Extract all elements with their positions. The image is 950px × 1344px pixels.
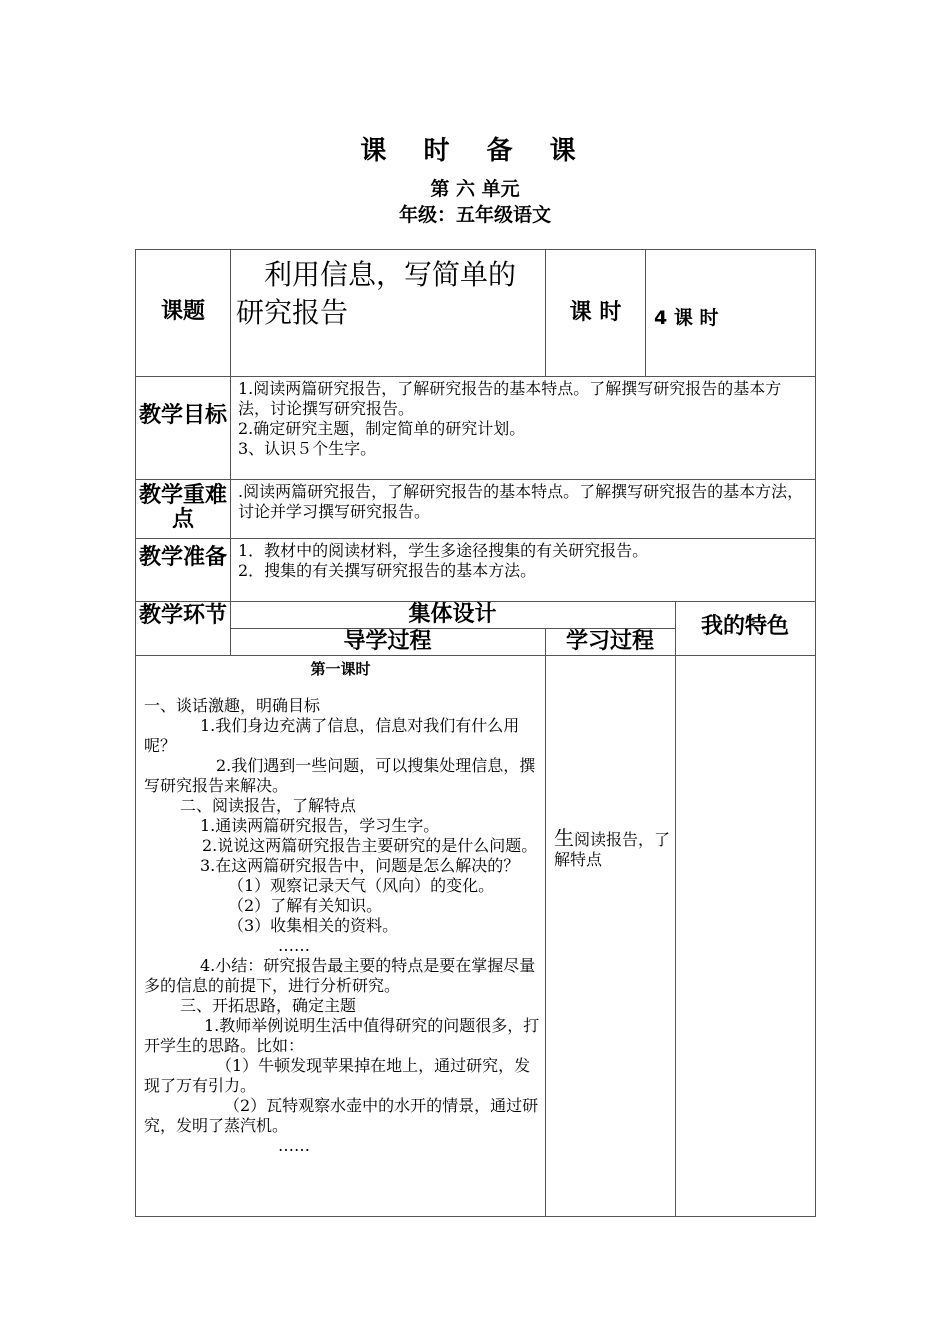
col-divider bbox=[545, 628, 546, 1216]
lesson-line: 二、阅读报告，了解特点 bbox=[180, 796, 357, 815]
grade-label: 年级：五年级语文 bbox=[398, 204, 551, 226]
lesson-line: 2.我们遇到一些问题，可以搜集处理信息，撰写研究报告来解决。 bbox=[144, 756, 536, 795]
lesson-content bbox=[144, 696, 540, 1156]
col-divider bbox=[230, 249, 231, 655]
hours-value: 4 课 时 bbox=[654, 307, 719, 329]
step-label: 教学环节 bbox=[138, 603, 227, 628]
lesson-line: （1）观察记录天气（风向）的变化。 bbox=[228, 876, 495, 895]
lesson-line: 1.我们身边充满了信息，信息对我们有什么用呢？ bbox=[144, 716, 520, 755]
unit-label: 第 六 单元 bbox=[430, 178, 520, 200]
col-divider bbox=[675, 601, 676, 1216]
prep-item: 1．教材中的阅读材料，学生多途径搜集的有关研究报告。 bbox=[238, 541, 649, 560]
difficulty-text: .阅读两篇研究报告，了解研究报告的基本特点。了解撰写研究报告的基本方法，讨论并学习撰写研究报告。 bbox=[238, 482, 804, 521]
lesson-line: （3）收集相关的资料。 bbox=[228, 916, 399, 935]
group-design-header: 集体设计 bbox=[408, 602, 497, 627]
goals-label: 教学目标 bbox=[138, 403, 227, 428]
lesson-line: （2）了解有关知识。 bbox=[228, 896, 383, 915]
lesson-line: …… bbox=[278, 936, 310, 955]
learn-note-text: 阅读报告，了解特点 bbox=[554, 830, 671, 869]
lesson-line: 2.说说这两篇研究报告主要研究的是什么问题。 bbox=[202, 836, 538, 855]
lesson-line: 一、谈话激趣，明确目标 bbox=[144, 696, 321, 715]
hours-label: 课 时 bbox=[569, 300, 622, 325]
row-divider bbox=[135, 538, 816, 539]
table-border-top bbox=[135, 249, 816, 250]
learn-note bbox=[554, 828, 672, 870]
my-features-header: 我的特色 bbox=[700, 614, 789, 639]
lesson-line: （1）牛顿发现苹果掉在地上，通过研究，发现了万有引力。 bbox=[144, 1056, 531, 1095]
lesson-heading: 第一课时 bbox=[310, 660, 371, 678]
col-divider bbox=[645, 249, 646, 376]
learn-note-prefix: 生 bbox=[554, 826, 574, 850]
goal-item: 1.阅读两篇研究报告，了解研究报告的基本特点。了解撰写研究报告的基本方法，讨论撰写研究报告。 bbox=[238, 379, 782, 418]
lesson-line: 3.在这两篇研究报告中，问题是怎么解决的？ bbox=[200, 856, 520, 875]
lesson-line: （2）瓦特观察水壶中的水开的情景，通过研究，发明了蒸汽机。 bbox=[144, 1096, 539, 1135]
table-border-bottom bbox=[135, 1216, 816, 1217]
learn-process-header: 学习过程 bbox=[565, 629, 654, 654]
topic-value: 利用信息，写简单的研究报告 bbox=[236, 258, 517, 329]
lesson-line: 4.小结：研究报告最主要的特点是要在掌握尽量多的信息的前提下，进行分析研究。 bbox=[144, 956, 536, 995]
row-divider bbox=[135, 655, 816, 656]
page-title: 课 时 备 课 bbox=[360, 136, 590, 166]
prep-item: 2．搜集的有关撰写研究报告的基本方法。 bbox=[238, 561, 537, 580]
guide-process-header: 导学过程 bbox=[343, 629, 432, 654]
lesson-line: 1.通读两篇研究报告，学习生字。 bbox=[200, 816, 440, 835]
difficulty-label: 教学重难点 bbox=[138, 483, 227, 532]
table-border-left bbox=[135, 249, 136, 1217]
goals-list bbox=[238, 379, 810, 459]
topic-label: 课题 bbox=[160, 299, 205, 324]
table-border-right bbox=[815, 249, 816, 1217]
lesson-line: …… bbox=[278, 1136, 310, 1155]
goal-item: 3、认识５个生字。 bbox=[238, 439, 377, 458]
goal-item: 2.确定研究主题，制定简单的研究计划。 bbox=[238, 419, 526, 438]
row-divider bbox=[135, 376, 816, 377]
row-divider bbox=[135, 479, 816, 480]
lesson-line: 1.教师举例说明生活中值得研究的问题很多，打开学生的思路。比如： bbox=[144, 1016, 540, 1055]
prep-list bbox=[238, 541, 810, 581]
prep-label: 教学准备 bbox=[138, 545, 227, 570]
lesson-line: 三、开拓思路，确定主题 bbox=[180, 996, 357, 1015]
